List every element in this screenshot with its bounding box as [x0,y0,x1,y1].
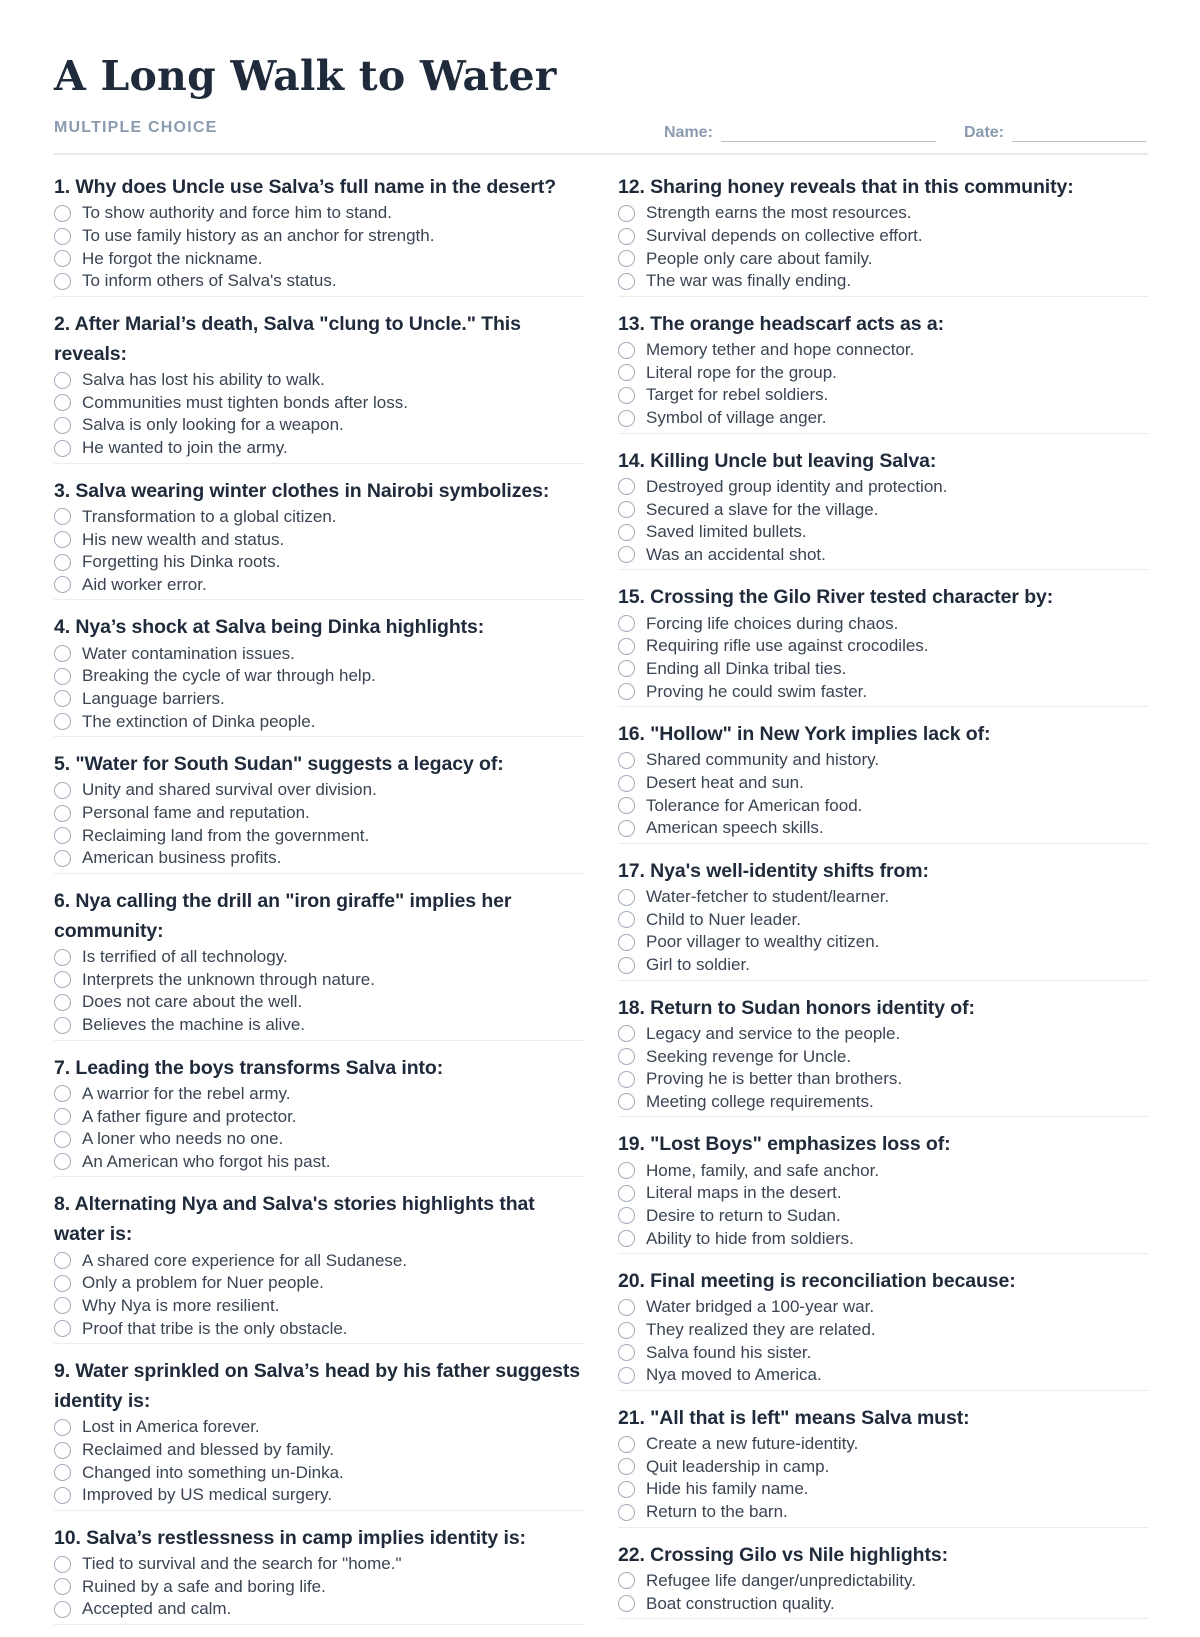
answer-option[interactable] [618,1319,1148,1342]
radio-circle-icon[interactable] [618,1025,635,1042]
answer-option[interactable] [54,1484,584,1507]
answer-option[interactable] [618,339,1148,362]
answer-option-label: An American who forgot his past. [82,1151,331,1171]
name-input-line[interactable] [721,120,936,142]
radio-circle-icon[interactable] [54,1131,71,1148]
radio-circle-icon[interactable] [54,1017,71,1034]
answer-option[interactable] [54,946,584,969]
question-text: 1. Why does Uncle use Salva’s full name in the desert? [54,176,557,198]
answer-option[interactable] [618,1570,1148,1593]
answer-option-label: His new wealth and status. [82,529,285,549]
answer-option-label: Was an accidental shot. [646,544,826,564]
answer-option[interactable] [54,1553,584,1576]
radio-circle-icon[interactable] [618,524,635,541]
left-question-column [54,172,584,1637]
answer-option-label: Destroyed group identity and protection. [646,476,948,496]
question-text: 19. "Lost Boys" emphasizes loss of: [618,1133,951,1156]
radio-circle-icon[interactable] [618,1344,635,1361]
radio-circle-icon[interactable] [618,615,635,632]
answer-option[interactable] [618,1592,1148,1615]
radio-circle-icon[interactable] [54,1108,71,1125]
date-field [964,120,1146,142]
answer-option[interactable] [618,954,1148,977]
radio-circle-icon[interactable] [618,250,635,267]
radio-circle-icon[interactable] [54,576,71,593]
radio-circle-icon[interactable] [618,820,635,837]
question-block [618,582,1148,707]
radio-circle-icon[interactable] [618,1071,635,1088]
question-text: 17. Nya's well-identity shifts from: [618,859,929,882]
question-text: 8. Alternating Nya and Salva's stories highlights that water is: [54,1193,535,1246]
right-question-column [618,172,1148,1631]
radio-circle-icon[interactable] [618,1185,635,1202]
answer-option-label: Girl to soldier. [646,955,750,975]
radio-circle-icon[interactable] [618,1367,635,1384]
answer-option[interactable] [54,779,584,802]
answer-option[interactable] [54,506,584,529]
radio-circle-icon[interactable] [54,850,71,867]
radio-circle-icon[interactable] [54,827,71,844]
radio-circle-icon[interactable] [618,1595,635,1612]
answer-option[interactable] [618,407,1148,430]
radio-circle-icon[interactable] [618,1162,635,1179]
radio-circle-icon[interactable] [54,1601,71,1618]
radio-circle-icon[interactable] [618,683,635,700]
radio-circle-icon[interactable] [54,228,71,245]
answer-option-label: Proving he could swim faster. [646,681,868,701]
radio-circle-icon[interactable] [54,531,71,548]
question-block [54,612,584,737]
radio-circle-icon[interactable] [54,690,71,707]
radio-circle-icon[interactable] [54,1442,71,1459]
radio-circle-icon[interactable] [618,1048,635,1065]
answer-option-label: To use family history as an anchor for strength. [82,226,435,246]
answer-option-label: He forgot the nickname. [82,248,263,268]
answer-option[interactable] [618,1159,1148,1182]
answer-option[interactable] [618,361,1148,384]
answer-option[interactable] [618,749,1148,772]
radio-circle-icon[interactable] [618,387,635,404]
radio-circle-icon[interactable] [54,1252,71,1269]
question-block [54,886,584,1041]
question-text: 6. Nya calling the drill an "iron giraffe" implies her community: [54,889,512,942]
answer-option[interactable] [54,1575,584,1598]
answer-option-label: Meeting college requirements. [646,1091,874,1111]
name-label: Name: [664,124,713,141]
question-text: 12. Sharing honey reveals that in this community: [618,176,1074,198]
answer-option-label: Poor villager to wealthy citizen. [646,932,880,952]
answer-option[interactable] [54,369,584,392]
answer-option-label: A shared core experience for all Sudanese. [82,1250,408,1270]
answer-option-label: Believes the machine is alive. [82,1015,306,1035]
worksheet-type-label: MULTIPLE CHOICE [54,119,218,136]
radio-circle-icon[interactable] [54,645,71,662]
answer-option-label: Shared community and history. [646,750,880,770]
answer-option[interactable] [54,1439,584,1462]
question-block [618,172,1148,297]
answer-option-label: Proof that tribe is the only obstacle. [82,1318,348,1338]
radio-circle-icon[interactable] [54,1320,71,1337]
answer-option-label: Quit leadership in camp. [646,1456,830,1476]
question-block [54,172,584,297]
radio-circle-icon[interactable] [618,410,635,427]
question-block [54,309,584,464]
question-text: 2. After Marial’s death, Salva "clung to Uncle." This reveals: [54,312,521,365]
question-text: 18. Return to Sudan honors identity of: [618,996,975,1019]
answer-option-label: Reclaimed and blessed by family. [82,1440,334,1460]
radio-circle-icon[interactable] [54,1297,71,1314]
answer-option-label: Salva is only looking for a weapon. [82,415,344,435]
answer-option-label: To inform others of Salva's status. [82,271,337,291]
answer-option-label: Interprets the unknown through nature. [82,969,375,989]
radio-circle-icon[interactable] [618,889,635,906]
answer-option[interactable] [618,1296,1148,1319]
question-block [54,1523,584,1625]
answer-option-label: Secured a slave for the village. [646,499,879,519]
answer-option-label: Water-fetcher to student/learner. [646,887,890,907]
radio-circle-icon[interactable] [54,805,71,822]
page-title: A Long Walk to Water [54,52,557,100]
radio-circle-icon[interactable] [54,554,71,571]
question-text: 7. Leading the boys transforms Salva into: [54,1056,444,1079]
answer-option-label: Breaking the cycle of war through help. [82,666,376,686]
answer-option[interactable] [618,1501,1148,1524]
answer-option-label: A loner who needs no one. [82,1129,284,1149]
answer-option-label: Requiring rifle use against crocodiles. [646,636,929,656]
answer-option-label: The war was finally ending. [646,271,852,291]
answer-option-label: Strength earns the most resources. [646,203,912,223]
question-block [54,1356,584,1511]
answer-option[interactable] [618,225,1148,248]
answer-option[interactable] [54,991,584,1014]
answer-option-label: Personal fame and reputation. [82,803,310,823]
answer-option-label: They realized they are related. [646,1320,876,1340]
answer-option[interactable] [54,688,584,711]
answer-option-label: Refugee life danger/unpredictability. [646,1570,916,1590]
answer-option[interactable] [54,1014,584,1037]
radio-circle-icon[interactable] [618,638,635,655]
answer-option-label: Home, family, and safe anchor. [646,1160,880,1180]
answer-option-label: To show authority and force him to stand. [82,203,392,223]
answer-option[interactable] [618,1478,1148,1501]
question-text: 16. "Hollow" in New York implies lack of: [618,723,991,745]
radio-circle-icon[interactable] [54,1578,71,1595]
answer-option[interactable] [54,391,584,414]
date-label: Date: [964,124,1005,141]
answer-option-label: Tolerance for American food. [646,795,863,815]
answer-option-label: Memory tether and hope connector. [646,340,915,360]
answer-option-label: Literal maps in the desert. [646,1183,842,1203]
radio-circle-icon[interactable] [54,713,71,730]
radio-circle-icon[interactable] [54,1419,71,1436]
answer-option-label: Does not care about the well. [82,992,303,1012]
answer-option-label: Is terrified of all technology. [82,947,288,967]
answer-option[interactable] [618,521,1148,544]
answer-option-label: Saved limited bullets. [646,522,807,542]
radio-circle-icon[interactable] [54,205,71,222]
question-text: 5. "Water for South Sudan" suggests a legacy of: [54,753,504,775]
answer-option[interactable] [54,574,584,597]
radio-circle-icon[interactable] [54,1085,71,1102]
radio-circle-icon[interactable] [618,501,635,518]
answer-option[interactable] [618,1364,1148,1387]
radio-circle-icon[interactable] [54,668,71,685]
answer-option[interactable] [618,886,1148,909]
radio-circle-icon[interactable] [54,1487,71,1504]
radio-circle-icon[interactable] [54,440,71,457]
answer-option[interactable] [54,1105,584,1128]
answer-option[interactable] [54,642,584,665]
answer-option[interactable] [54,414,584,437]
answer-option-label: Return to the barn. [646,1502,788,1522]
question-text: 4. Nya’s shock at Salva being Dinka highlights: [54,616,485,639]
question-block [618,1266,1148,1391]
answer-option[interactable] [618,1433,1148,1456]
radio-circle-icon[interactable] [618,364,635,381]
answer-option[interactable] [618,772,1148,795]
answer-option[interactable] [54,1249,584,1272]
answer-option[interactable] [618,635,1148,658]
answer-option[interactable] [618,612,1148,635]
radio-circle-icon[interactable] [618,1299,635,1316]
answer-option[interactable] [618,1227,1148,1250]
radio-circle-icon[interactable] [618,273,635,290]
answer-option[interactable] [618,476,1148,499]
radio-circle-icon[interactable] [618,1230,635,1247]
answer-option-label: Legacy and service to the people. [646,1023,901,1043]
radio-circle-icon[interactable] [54,372,71,389]
answer-option-label: Ability to hide from soldiers. [646,1228,854,1248]
answer-option[interactable] [618,202,1148,225]
radio-circle-icon[interactable] [54,250,71,267]
radio-circle-icon[interactable] [618,1093,635,1110]
answer-option-label: The extinction of Dinka people. [82,711,316,731]
answer-option[interactable] [618,680,1148,703]
question-text: 10. Salva’s restlessness in camp implies identity is: [54,1526,526,1549]
answer-option[interactable] [618,1182,1148,1205]
answer-option[interactable] [54,968,584,991]
answer-option[interactable] [54,802,584,825]
radio-circle-icon[interactable] [54,417,71,434]
question-text: 21. "All that is left" means Salva must: [618,1406,970,1429]
radio-circle-icon[interactable] [618,1504,635,1521]
answer-option[interactable] [618,817,1148,840]
answer-option[interactable] [54,710,584,733]
answer-option[interactable] [54,665,584,688]
answer-option-label: Lost in America forever. [82,1417,260,1437]
question-block [618,446,1148,571]
question-block [618,719,1148,844]
radio-circle-icon[interactable] [618,911,635,928]
answer-option-label: Improved by US medical surgery. [82,1485,333,1505]
answer-option-label: Changed into something un-Dinka. [82,1462,344,1482]
answer-option[interactable] [54,824,584,847]
question-text: 15. Crossing the Gilo River tested character by: [618,586,1054,609]
answer-option-label: Reclaiming land from the government. [82,825,370,845]
radio-circle-icon[interactable] [54,273,71,290]
answer-option[interactable] [54,1128,584,1151]
answer-option-label: Salva found his sister. [646,1342,812,1362]
question-block [618,856,1148,981]
answer-option[interactable] [618,908,1148,931]
answer-option-label: A father figure and protector. [82,1106,297,1126]
answer-option[interactable] [54,247,584,270]
question-text: 22. Crossing Gilo vs Nile highlights: [618,1543,949,1566]
radio-circle-icon[interactable] [54,1556,71,1573]
answer-option[interactable] [54,847,584,870]
radio-circle-icon[interactable] [54,994,71,1011]
answer-option-label: American speech skills. [646,818,824,838]
answer-option[interactable] [54,1151,584,1174]
question-text: 13. The orange headscarf acts as a: [618,312,944,335]
radio-circle-icon[interactable] [54,949,71,966]
answer-option-label: Accepted and calm. [82,1599,232,1619]
answer-option-label: Communities must tighten bonds after loss. [82,392,408,412]
radio-circle-icon[interactable] [54,1275,71,1292]
answer-option[interactable] [618,931,1148,954]
answer-option[interactable] [54,225,584,248]
radio-circle-icon[interactable] [618,957,635,974]
answer-option-label: A warrior for the rebel army. [82,1083,291,1103]
radio-circle-icon[interactable] [54,971,71,988]
radio-circle-icon[interactable] [54,1464,71,1481]
answer-option[interactable] [54,551,584,574]
answer-option[interactable] [54,1598,584,1621]
radio-circle-icon[interactable] [618,478,635,495]
question-text: 14. Killing Uncle but leaving Salva: [618,449,937,472]
answer-option-label: Forgetting his Dinka roots. [82,552,281,572]
radio-circle-icon[interactable] [54,394,71,411]
answer-option[interactable] [54,528,584,551]
radio-circle-icon[interactable] [618,934,635,951]
question-block [54,749,584,874]
answer-option-label: Why Nya is more resilient. [82,1295,280,1315]
answer-option-label: Survival depends on collective effort. [646,226,923,246]
radio-circle-icon[interactable] [618,1436,635,1453]
answer-option[interactable] [618,384,1148,407]
question-block [618,993,1148,1118]
answer-option-label: Desire to return to Sudan. [646,1205,841,1225]
radio-circle-icon[interactable] [54,782,71,799]
answer-option[interactable] [618,794,1148,817]
answer-option-label: Salva has lost his ability to walk. [82,370,325,390]
radio-circle-icon[interactable] [54,508,71,525]
header-divider [54,153,1148,155]
answer-option[interactable] [54,202,584,225]
answer-option[interactable] [54,1272,584,1295]
question-block [618,1129,1148,1254]
answer-option-label: Transformation to a global citizen. [82,506,337,526]
answer-option[interactable] [54,270,584,293]
answer-option-label: Hide his family name. [646,1479,809,1499]
question-block [54,1053,584,1178]
radio-circle-icon[interactable] [618,775,635,792]
answer-option[interactable] [618,544,1148,567]
radio-circle-icon[interactable] [618,228,635,245]
question-block [54,1189,584,1344]
answer-option[interactable] [54,1317,584,1340]
answer-option-label: Desert heat and sun. [646,773,804,793]
radio-circle-icon[interactable] [618,1481,635,1498]
answer-option[interactable] [618,658,1148,681]
answer-option-label: Child to Nuer leader. [646,909,801,929]
answer-option[interactable] [54,1295,584,1318]
radio-circle-icon[interactable] [54,1153,71,1170]
radio-circle-icon[interactable] [618,752,635,769]
answer-option-label: Nya moved to America. [646,1365,822,1385]
answer-option[interactable] [618,1023,1148,1046]
answer-option[interactable] [618,1341,1148,1364]
answer-option-label: Seeking revenge for Uncle. [646,1046,852,1066]
answer-option[interactable] [54,1083,584,1106]
question-text: 20. Final meeting is reconciliation because: [618,1270,1016,1292]
answer-option-label: Forcing life choices during chaos. [646,613,899,633]
answer-option-label: Create a new future-identity. [646,1434,859,1454]
answer-option[interactable] [618,1455,1148,1478]
date-input-line[interactable] [1012,120,1146,142]
radio-circle-icon[interactable] [618,1322,635,1339]
answer-option[interactable] [618,247,1148,270]
radio-circle-icon[interactable] [618,546,635,563]
radio-circle-icon[interactable] [618,1207,635,1224]
answer-option-label: Only a problem for Nuer people. [82,1273,324,1293]
answer-option-label: Boat construction quality. [646,1593,835,1613]
worksheet-page [54,0,1148,1619]
radio-circle-icon[interactable] [618,1458,635,1475]
answer-option-label: Proving he is better than brothers. [646,1069,903,1089]
answer-option-label: Literal rope for the group. [646,362,837,382]
radio-circle-icon[interactable] [618,342,635,359]
answer-option[interactable] [618,1091,1148,1114]
answer-option-label: Language barriers. [82,688,225,708]
radio-circle-icon[interactable] [618,205,635,222]
radio-circle-icon[interactable] [618,660,635,677]
answer-option[interactable] [618,1205,1148,1228]
answer-option-label: People only care about family. [646,248,873,268]
answer-option[interactable] [54,1416,584,1439]
question-block [54,476,584,601]
answer-option[interactable] [618,270,1148,293]
name-field [664,120,936,142]
answer-option-label: American business profits. [82,848,282,868]
answer-option[interactable] [618,1045,1148,1068]
question-block [618,309,1148,434]
answer-option[interactable] [54,1461,584,1484]
question-text: 9. Water sprinkled on Salva’s head by his father suggests identity is: [54,1360,581,1412]
answer-option-label: Water bridged a 100-year war. [646,1297,875,1317]
radio-circle-icon[interactable] [618,1572,635,1589]
question-block [618,1403,1148,1528]
answer-option[interactable] [54,437,584,460]
answer-option-label: Target for rebel soldiers. [646,385,829,405]
answer-option-label: Ruined by a safe and boring life. [82,1576,326,1596]
question-block [618,1540,1148,1619]
answer-option-label: Aid worker error. [82,574,207,594]
answer-option-label: Tied to survival and the search for "home." [82,1554,402,1574]
answer-option-label: Unity and shared survival over division. [82,780,377,800]
question-text: 3. Salva wearing winter clothes in Nairobi symbolizes: [54,479,550,502]
answer-option-label: Symbol of village anger. [646,408,827,428]
radio-circle-icon[interactable] [618,797,635,814]
answer-option-label: Water contamination issues. [82,643,295,663]
answer-option-label: Ending all Dinka tribal ties. [646,658,847,678]
answer-option-label: He wanted to join the army. [82,438,288,458]
answer-option[interactable] [618,498,1148,521]
answer-option[interactable] [618,1068,1148,1091]
